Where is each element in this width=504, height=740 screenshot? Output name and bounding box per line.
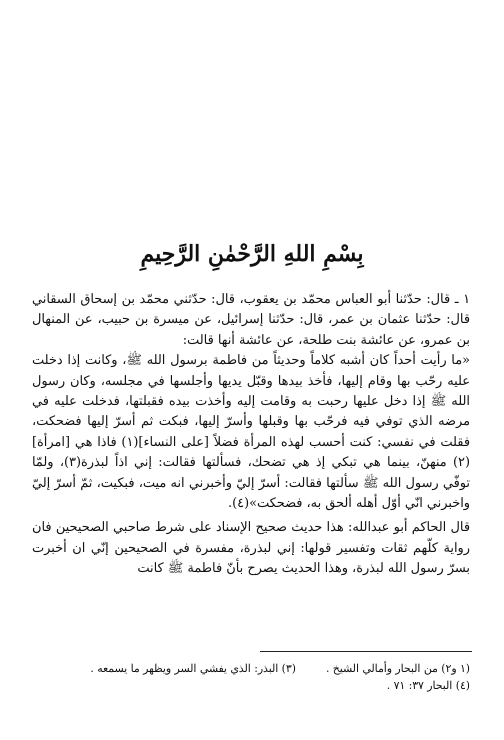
hadith-matn: «ما رأيت أحداً كان أشبه كلاماً وحديثاً من فاطمة برسول الله ﷺ، وكانت إذا دخلت عليه رحّب بها وقام إليها، فأخذ بيدها وقبّل يديها وأجلسها في مجلسه، وكان رسول الله ﷺ إذا دخل عليها رحبت به وقامت إليه وأخذت بيده فقبلتها، فدخلت عليه في مرضه الذي توفي فيه فرحّب بها وقبلها وأسرّ إليها، فبكت ثم أسرّ إليها فضحكت، فقلت في نفسي: كنت أحسب لهذه المرأة فضلاً [على النساء](١) فاذا هي [امرأة](٢) منهنّ، بينما هي تبكي إذ هي تضحك، فسألتها فقالت: إني اذاً لبذرة(٣)، ولمّا توفّي رسول الله ﷺ سألتها فقالت: أسرّ إليّ وأخبرني انه ميت، فبكيت، ثمّ أسرّ إليّ واخبرني انّي أوّل أهله ألحق به، فضحكت»(٤). — [32, 353, 470, 512]
hadith-commentary: قال الحاكم أبو عبدالله: هذا حديث صحيح الإسناد على شرط صاحبي الصحيحين فان رواية كلّهم ثقات وتفسير قولها: إني لبذرة، مفسرة في الصحيحين إنّي ان أخبرت بسرّ رسول الله لبذرة، وهذا الحديث يصرح بأنّ فاطمة ﷺ كانت — [32, 520, 470, 577]
footnote-3: (٣) البذر: الذي يفشي السر ويظهر ما يسمعه . — [90, 662, 296, 675]
hadith-isnad: ١ ـ قال: حدّثنا أبو العباس محمّد بن يعقوب، قال: حدّثني محمّد بن إسحاق السقاني قال: حدّثنا عثمان بن عمر، قال: حدّثنا إسرائيل، عن ميسرة بن حبيب، عن المنهال بن عمرو، عن عائشة بنت طلحة، عن عائشة أنها قالت: — [32, 292, 470, 348]
footnotes — [32, 660, 470, 694]
footnote-divider — [260, 651, 472, 652]
footnote-1-2: (١ و٢) من البحار وأمالي الشيخ . — [325, 662, 470, 675]
hadith-body — [32, 290, 470, 580]
basmala-heading: بِسْمِ اللهِ الرَّحْمٰنِ الرَّحِيمِ — [140, 241, 364, 267]
footnote-row — [32, 660, 470, 677]
footnote-4: (٤) البحار ٣٧: ٧١ . — [386, 679, 470, 692]
